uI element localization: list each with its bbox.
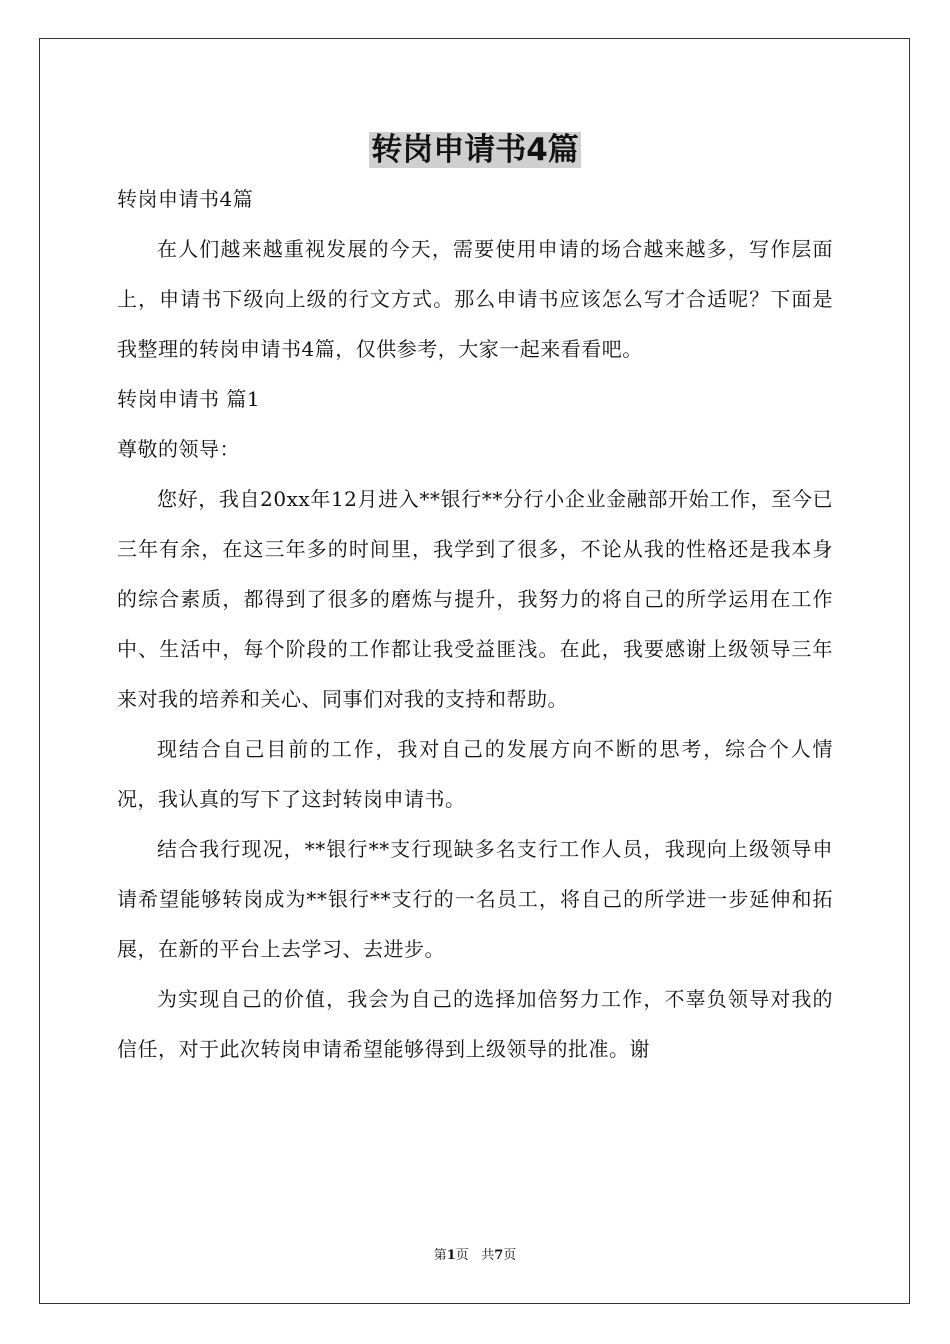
paragraph-1: 在人们越来越重视发展的今天，需要使用申请的场合越来越多，写作层面上，申请书下级向上级的行文方式。那么申请书应该怎么写才合适呢？下面是我整理的转岗申请书4篇，仅供参考，大家一起来看看吧。 — [117, 237, 833, 361]
paragraph-5: 现结合自己目前的工作，我对自己的发展方向不断的思考，综合个人情况，我认真的写下了这封转岗申请书。 — [117, 737, 833, 811]
paragraph-3: 尊敬的领导： — [117, 437, 240, 461]
page-current: 1 — [446, 1248, 456, 1263]
paragraph-6: 结合我行现况，**银行**支行现缺多名支行工作人员，我现向上级领导申请希望能够转岗成为**银行**支行的一名员工，将自己的所学进一步延伸和拓展，在新的平台上去学习、去进步。 — [117, 837, 833, 961]
document-body — [117, 174, 833, 1074]
page-total: 7 — [494, 1248, 504, 1263]
title-text: 转岗申请书4篇 — [371, 132, 579, 168]
total-unit: 页 — [503, 1248, 517, 1263]
paragraph-0: 转岗申请书4篇 — [117, 187, 254, 211]
paragraph-2: 转岗申请书 篇1 — [117, 387, 261, 411]
page-footer — [0, 1246, 950, 1266]
document-title — [0, 127, 950, 173]
paragraph-7: 为实现自己的价值，我会为自己的选择加倍努力工作，不辜负领导对我的信任，对于此次转岗申请希望能够得到上级领导的批准。谢 — [117, 987, 833, 1061]
page-unit: 页 — [455, 1248, 469, 1263]
paragraph-4: 您好，我自20xx年12月进入**银行**分行小企业金融部开始工作，至今已三年有余，在这三年多的时间里，我学到了很多，不论从我的性格还是我本身的综合素质，都得到了很多的磨炼与提升，我努力的将自己的所学运用在工作中、生活中，每个阶段的工作都让我受益匪浅。在此，我要感谢上级领导三年来对我的培养和关心、同事们对我的支持和帮助。 — [117, 487, 833, 711]
total-prefix: 共 — [481, 1248, 495, 1263]
page-prefix: 第 — [433, 1248, 447, 1263]
